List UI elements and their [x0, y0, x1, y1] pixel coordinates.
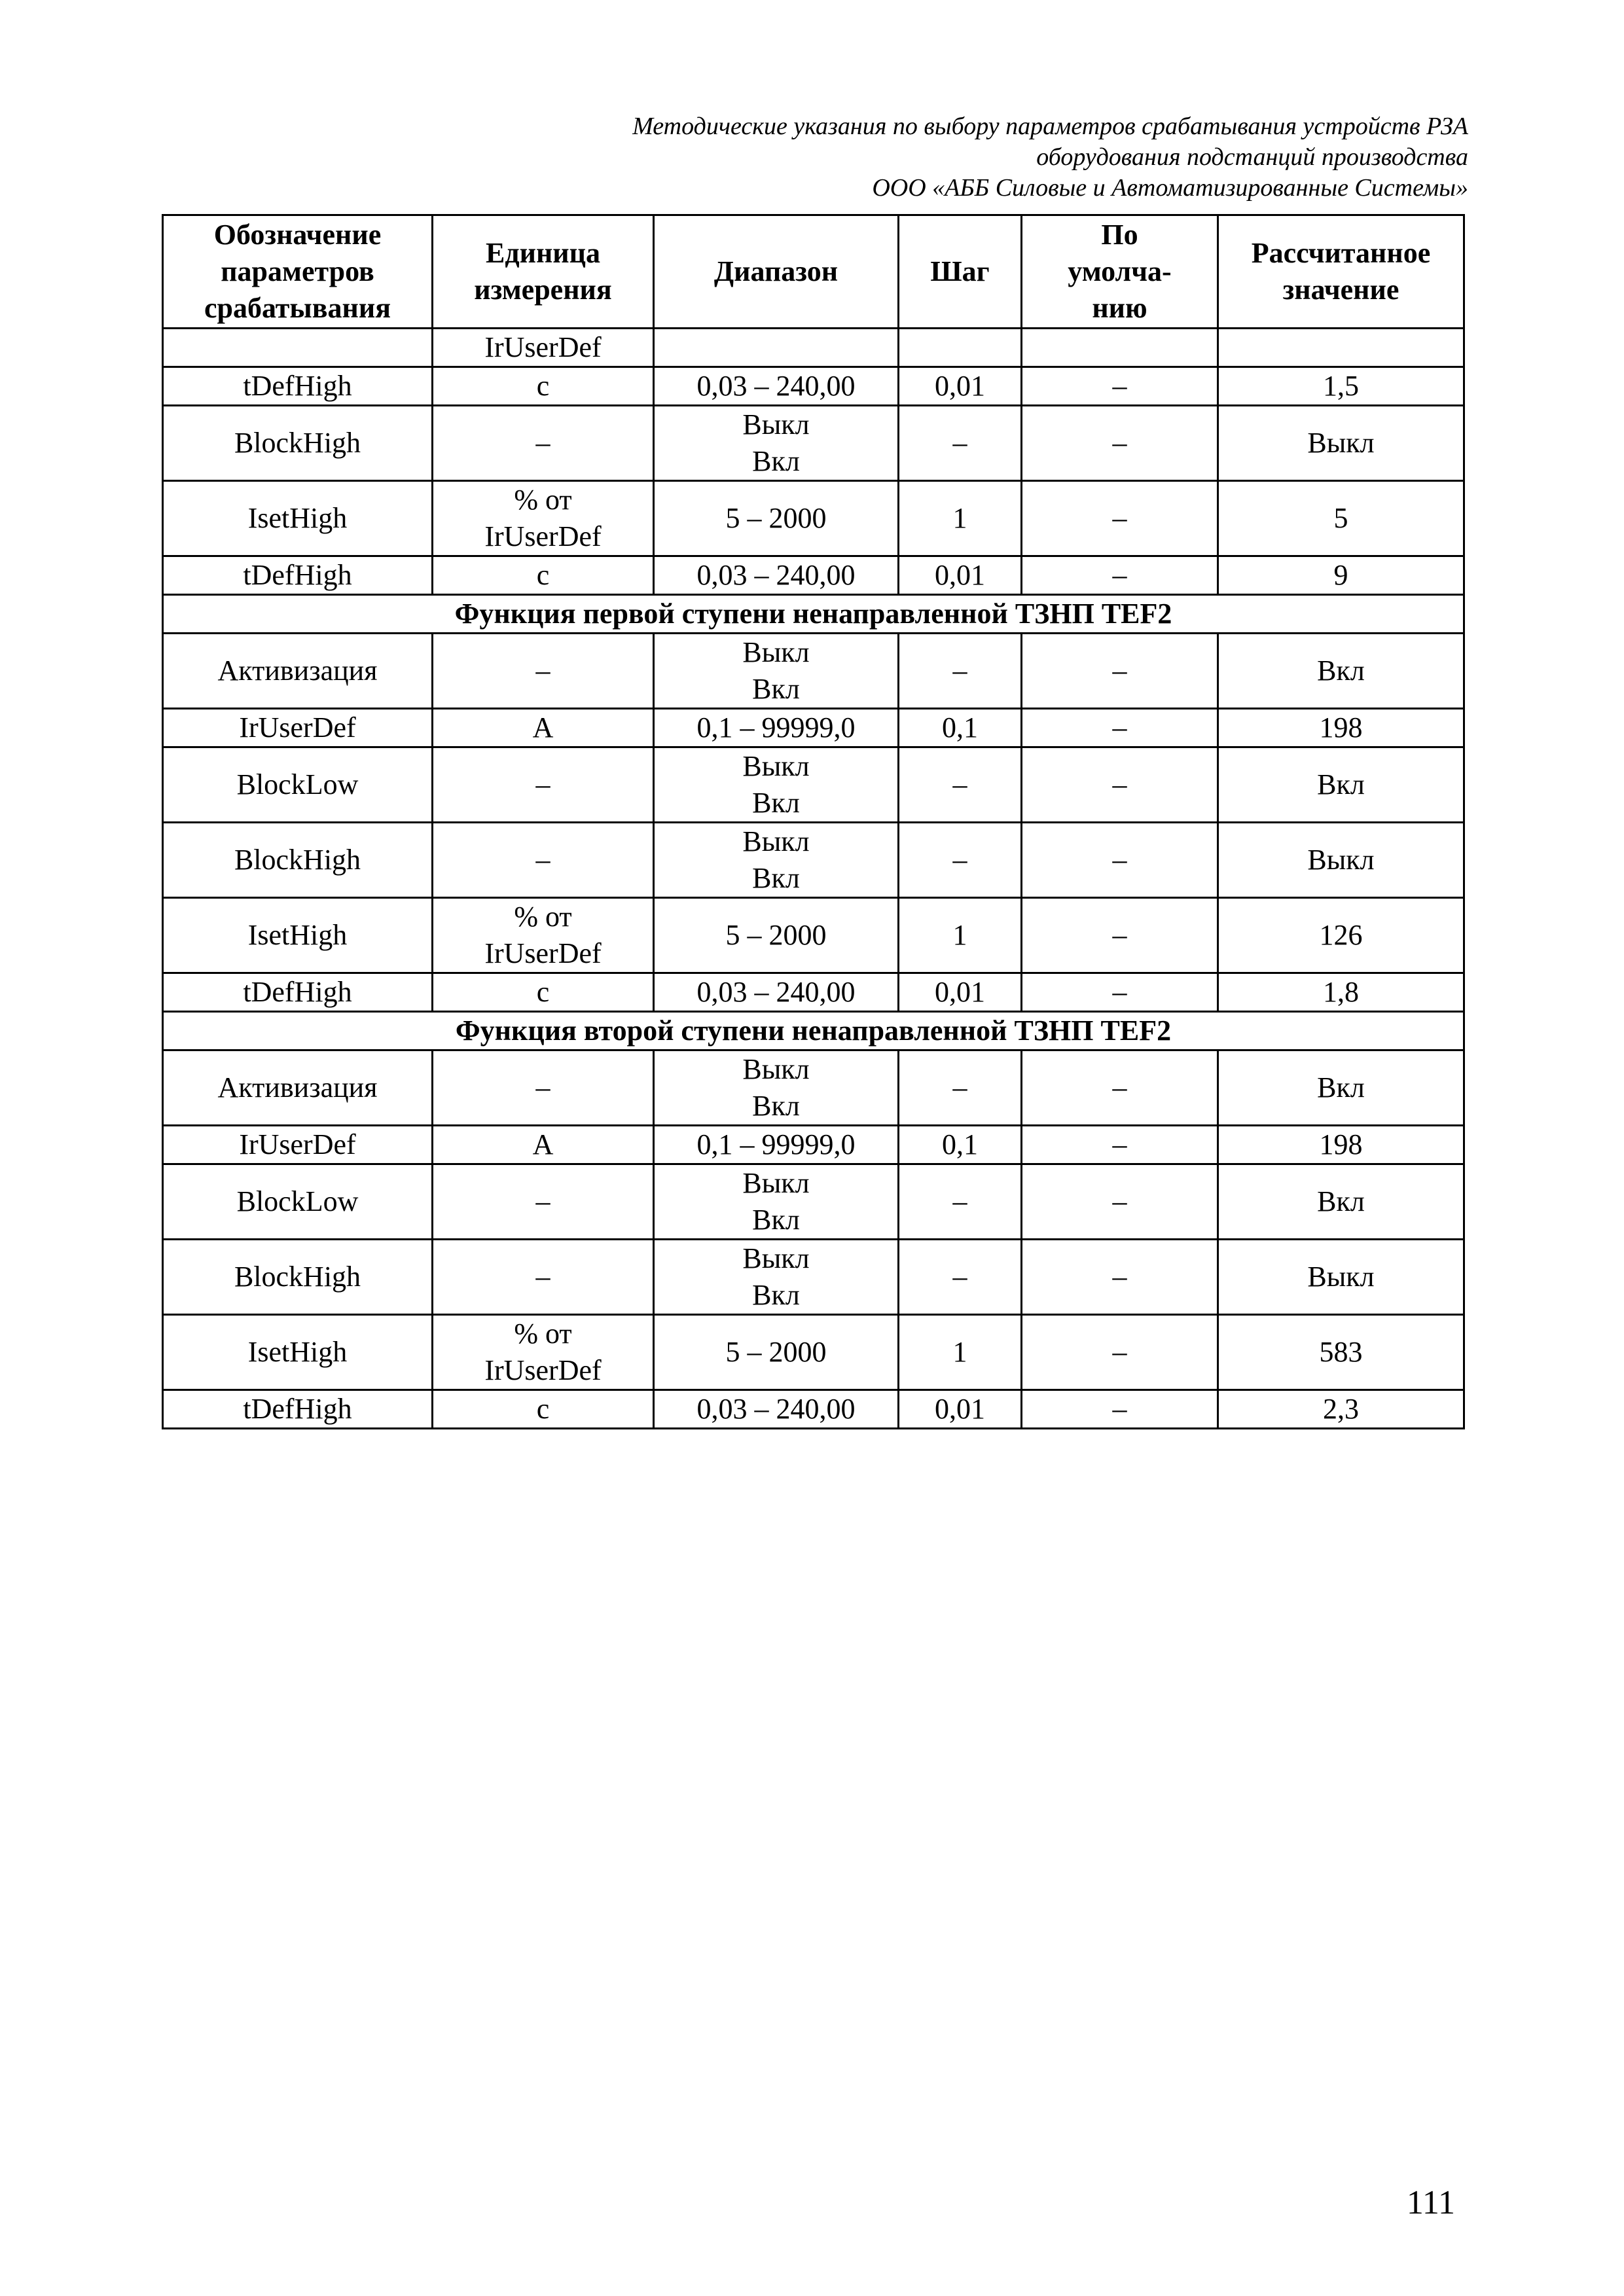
cell-line: 5 – 2000 — [725, 1336, 827, 1368]
cell-step — [899, 973, 1022, 1012]
cell-line: IsetHigh — [247, 502, 348, 534]
cell-unit — [433, 898, 654, 973]
cell-line: – — [1112, 1071, 1127, 1103]
cell-line: 0,01 — [935, 370, 985, 402]
cell-line: Активизация — [217, 655, 378, 687]
cell-line: Выкл — [742, 1167, 810, 1199]
cell-default — [1022, 406, 1218, 481]
cell-line: 9 — [1333, 559, 1348, 591]
cell-range — [654, 1315, 899, 1390]
cell-line: – — [952, 768, 967, 800]
cell-line: А — [532, 1128, 554, 1160]
cell-calculated-value — [1218, 556, 1464, 595]
cell-line: – — [1112, 1336, 1127, 1368]
cell-parameter — [163, 709, 433, 747]
table-row — [163, 747, 1464, 823]
cell-line: – — [1112, 370, 1127, 402]
cell-line: Вкл — [752, 1090, 800, 1122]
cell-line: – — [1112, 844, 1127, 876]
cell-line: – — [952, 655, 967, 687]
parameters-table — [162, 214, 1465, 1429]
cell-range — [654, 1164, 899, 1240]
cell-line: 1 — [952, 1336, 967, 1368]
table-row — [163, 556, 1464, 595]
cell-line: 0,03 – 240,00 — [696, 1393, 856, 1425]
cell-line: 1,8 — [1323, 976, 1359, 1008]
cell-line: Вкл — [752, 673, 800, 705]
cell-line: 0,03 – 240,00 — [696, 976, 856, 1008]
column-header-range — [654, 215, 899, 329]
cell-line: 198 — [1319, 711, 1363, 744]
cell-line: BlockLow — [236, 1185, 359, 1217]
cell-range — [654, 367, 899, 406]
cell-line: BlockHigh — [234, 844, 361, 876]
cell-line: параметров — [221, 255, 374, 287]
cell-calculated-value — [1218, 973, 1464, 1012]
cell-parameter — [163, 406, 433, 481]
cell-parameter — [163, 823, 433, 898]
cell-line: – — [535, 1261, 550, 1293]
cell-line: 1 — [952, 502, 967, 534]
section-row — [163, 595, 1464, 634]
table-header-row — [163, 215, 1464, 329]
cell-parameter — [163, 1315, 433, 1390]
cell-line: Вкл — [752, 787, 800, 819]
cell-line: tDefHigh — [243, 1393, 352, 1425]
cell-default — [1022, 1390, 1218, 1429]
cell-unit — [433, 1315, 654, 1390]
cell-default — [1022, 556, 1218, 595]
cell-line: А — [532, 711, 554, 744]
cell-line: с — [536, 370, 550, 402]
cell-line: с — [536, 559, 550, 591]
cell-calculated-value — [1218, 481, 1464, 556]
cell-step — [899, 634, 1022, 709]
running-header-line: ООО «АББ Силовые и Автоматизированные Системы» — [872, 174, 1468, 202]
cell-line: – — [535, 1071, 550, 1103]
cell-step — [899, 556, 1022, 595]
cell-step — [899, 1390, 1022, 1429]
cell-line: tDefHigh — [243, 559, 352, 591]
table-row — [163, 973, 1464, 1012]
cell-line: срабатывания — [204, 292, 391, 324]
cell-line: tDefHigh — [243, 976, 352, 1008]
column-header-parameter — [163, 215, 433, 329]
cell-line: Вкл — [1317, 1071, 1365, 1103]
cell-line: 0,01 — [935, 1393, 985, 1425]
cell-line: 0,03 – 240,00 — [696, 370, 856, 402]
cell-line: – — [1112, 1128, 1127, 1160]
cell-default — [1022, 747, 1218, 823]
cell-line: IrUserDef — [484, 331, 602, 363]
cell-line: По — [1101, 219, 1138, 251]
cell-line: 2,3 — [1323, 1393, 1359, 1425]
cell-line: 583 — [1319, 1336, 1363, 1368]
cell-unit — [433, 747, 654, 823]
cell-range — [654, 1126, 899, 1164]
cell-unit — [433, 1126, 654, 1164]
cell-line: % от — [514, 1318, 572, 1350]
cell-parameter — [163, 556, 433, 595]
column-header-step — [899, 215, 1022, 329]
cell-default — [1022, 367, 1218, 406]
cell-unit — [433, 634, 654, 709]
cell-line: Выкл — [1307, 427, 1375, 459]
cell-calculated-value — [1218, 1390, 1464, 1429]
cell-line: 126 — [1319, 919, 1363, 951]
cell-step — [899, 1315, 1022, 1390]
table-row — [163, 709, 1464, 747]
table-row — [163, 329, 1464, 367]
cell-line: – — [1112, 711, 1127, 744]
cell-line: IrUserDef — [239, 1128, 356, 1160]
cell-step — [899, 747, 1022, 823]
cell-line: BlockLow — [236, 768, 359, 800]
cell-calculated-value — [1218, 823, 1464, 898]
cell-unit — [433, 329, 654, 367]
cell-line: Выкл — [742, 825, 810, 857]
cell-default — [1022, 973, 1218, 1012]
cell-line: Единица — [485, 237, 600, 269]
cell-line: – — [1112, 768, 1127, 800]
cell-default — [1022, 709, 1218, 747]
cell-calculated-value — [1218, 1050, 1464, 1126]
cell-line: IrUserDef — [484, 1354, 602, 1386]
cell-line: IsetHigh — [247, 919, 348, 951]
page-number: 111 — [1406, 2184, 1455, 2221]
cell-line: с — [536, 1393, 550, 1425]
cell-line: BlockHigh — [234, 1261, 361, 1293]
cell-line: IrUserDef — [484, 520, 602, 552]
cell-line: 0,01 — [935, 976, 985, 1008]
table-row — [163, 1164, 1464, 1240]
table-row — [163, 367, 1464, 406]
cell-default — [1022, 1164, 1218, 1240]
cell-line: 0,1 – 99999,0 — [696, 1128, 856, 1160]
section-title: Функция второй ступени ненаправленной ТЗНП TEF2 — [163, 1012, 1464, 1050]
cell-line: – — [1112, 427, 1127, 459]
cell-calculated-value — [1218, 1315, 1464, 1390]
cell-default — [1022, 1240, 1218, 1315]
cell-line: – — [1112, 502, 1127, 534]
cell-line: 5 — [1333, 502, 1348, 534]
cell-unit — [433, 367, 654, 406]
cell-line: с — [536, 976, 550, 1008]
cell-unit — [433, 1240, 654, 1315]
cell-line: IrUserDef — [239, 711, 356, 744]
table-body — [163, 329, 1464, 1429]
cell-calculated-value — [1218, 1126, 1464, 1164]
cell-range — [654, 709, 899, 747]
cell-parameter — [163, 329, 433, 367]
cell-parameter — [163, 747, 433, 823]
cell-line: 0,03 – 240,00 — [696, 559, 856, 591]
cell-line: – — [952, 1185, 967, 1217]
cell-step — [899, 1050, 1022, 1126]
section-title: Функция первой ступени ненаправленной ТЗНП TEF2 — [163, 595, 1464, 634]
cell-parameter — [163, 1164, 433, 1240]
cell-parameter — [163, 481, 433, 556]
cell-line: 0,1 — [942, 1128, 978, 1160]
cell-line: 1,5 — [1323, 370, 1359, 402]
cell-line: Вкл — [752, 445, 800, 477]
cell-unit — [433, 709, 654, 747]
cell-line: – — [1112, 1261, 1127, 1293]
table-row — [163, 1126, 1464, 1164]
column-header-default — [1022, 215, 1218, 329]
cell-step — [899, 406, 1022, 481]
cell-line: Вкл — [752, 862, 800, 894]
cell-range — [654, 898, 899, 973]
cell-line: BlockHigh — [234, 427, 361, 459]
table-row — [163, 1240, 1464, 1315]
cell-line: 0,1 — [942, 711, 978, 744]
table-row — [163, 406, 1464, 481]
cell-line: – — [1112, 559, 1127, 591]
cell-line: Рассчитанное — [1251, 237, 1431, 269]
cell-unit — [433, 823, 654, 898]
cell-unit — [433, 481, 654, 556]
cell-step — [899, 329, 1022, 367]
cell-range — [654, 973, 899, 1012]
cell-calculated-value — [1218, 1240, 1464, 1315]
cell-line: Вкл — [1317, 655, 1365, 687]
running-header-line: оборудования подстанций производства — [1036, 143, 1468, 171]
cell-line: Вкл — [1317, 768, 1365, 800]
cell-line: 0,1 – 99999,0 — [696, 711, 856, 744]
cell-line: – — [535, 655, 550, 687]
cell-range — [654, 1240, 899, 1315]
cell-line: значение — [1282, 274, 1399, 306]
cell-line: 5 – 2000 — [725, 502, 827, 534]
cell-calculated-value — [1218, 406, 1464, 481]
cell-line: – — [952, 427, 967, 459]
section-row — [163, 1012, 1464, 1050]
cell-calculated-value — [1218, 367, 1464, 406]
cell-line: Активизация — [217, 1071, 378, 1103]
cell-line: 198 — [1319, 1128, 1363, 1160]
cell-line: Вкл — [1317, 1185, 1365, 1217]
cell-step — [899, 709, 1022, 747]
cell-line: Выкл — [742, 1053, 810, 1085]
cell-default — [1022, 1050, 1218, 1126]
cell-parameter — [163, 1240, 433, 1315]
cell-line: – — [1112, 1393, 1127, 1425]
cell-line: % от — [514, 484, 572, 516]
cell-line: Выкл — [742, 408, 810, 440]
cell-line: – — [1112, 919, 1127, 951]
cell-step — [899, 367, 1022, 406]
cell-line: Выкл — [742, 636, 810, 668]
cell-default — [1022, 898, 1218, 973]
cell-line: Шаг — [930, 255, 990, 287]
cell-line: измерения — [474, 274, 612, 306]
cell-unit — [433, 406, 654, 481]
cell-range — [654, 556, 899, 595]
cell-line: 5 – 2000 — [725, 919, 827, 951]
cell-line: 1 — [952, 919, 967, 951]
cell-line: Выкл — [742, 1242, 810, 1274]
cell-step — [899, 1240, 1022, 1315]
cell-line: Диапазон — [713, 255, 839, 287]
cell-parameter — [163, 973, 433, 1012]
cell-line: Вкл — [752, 1279, 800, 1311]
cell-parameter — [163, 898, 433, 973]
cell-line: Выкл — [742, 750, 810, 782]
table-row — [163, 634, 1464, 709]
cell-line: IrUserDef — [484, 937, 602, 969]
cell-calculated-value — [1218, 709, 1464, 747]
cell-step — [899, 898, 1022, 973]
cell-default — [1022, 1126, 1218, 1164]
cell-line: умолча- — [1068, 255, 1172, 287]
cell-default — [1022, 1315, 1218, 1390]
cell-range — [654, 823, 899, 898]
cell-parameter — [163, 634, 433, 709]
cell-calculated-value — [1218, 898, 1464, 973]
table-row — [163, 481, 1464, 556]
cell-unit — [433, 1164, 654, 1240]
table-row — [163, 1050, 1464, 1126]
cell-unit — [433, 1050, 654, 1126]
cell-step — [899, 823, 1022, 898]
table-row — [163, 1315, 1464, 1390]
running-header — [632, 111, 1468, 204]
cell-line: – — [535, 844, 550, 876]
cell-default — [1022, 823, 1218, 898]
cell-line: – — [1112, 976, 1127, 1008]
cell-range — [654, 481, 899, 556]
table-row — [163, 1390, 1464, 1429]
cell-calculated-value — [1218, 747, 1464, 823]
cell-parameter — [163, 1390, 433, 1429]
cell-line: % от — [514, 901, 572, 933]
cell-step — [899, 1164, 1022, 1240]
running-header-line: Методические указания по выбору параметров срабатывания устройств РЗА — [632, 113, 1468, 140]
cell-line: – — [1112, 1185, 1127, 1217]
cell-default — [1022, 481, 1218, 556]
cell-unit — [433, 556, 654, 595]
cell-line: – — [535, 1185, 550, 1217]
column-header-calculated-value — [1218, 215, 1464, 329]
cell-range — [654, 329, 899, 367]
cell-line: – — [952, 1261, 967, 1293]
cell-range — [654, 634, 899, 709]
cell-calculated-value — [1218, 634, 1464, 709]
column-header-unit — [433, 215, 654, 329]
cell-calculated-value — [1218, 1164, 1464, 1240]
cell-line: – — [535, 427, 550, 459]
cell-line: – — [535, 768, 550, 800]
cell-line: Выкл — [1307, 844, 1375, 876]
cell-calculated-value — [1218, 329, 1464, 367]
cell-range — [654, 406, 899, 481]
cell-line: Вкл — [752, 1204, 800, 1236]
cell-line: нию — [1092, 292, 1147, 324]
cell-step — [899, 481, 1022, 556]
cell-line: tDefHigh — [243, 370, 352, 402]
cell-line: – — [952, 1071, 967, 1103]
cell-range — [654, 747, 899, 823]
cell-line: – — [1112, 655, 1127, 687]
cell-parameter — [163, 1050, 433, 1126]
cell-unit — [433, 1390, 654, 1429]
table-row — [163, 823, 1464, 898]
cell-range — [654, 1050, 899, 1126]
cell-line: Выкл — [1307, 1261, 1375, 1293]
cell-default — [1022, 634, 1218, 709]
cell-parameter — [163, 1126, 433, 1164]
cell-line: IsetHigh — [247, 1336, 348, 1368]
cell-step — [899, 1126, 1022, 1164]
cell-line: Обозначение — [213, 219, 382, 251]
cell-line: – — [952, 844, 967, 876]
cell-unit — [433, 973, 654, 1012]
cell-range — [654, 1390, 899, 1429]
table-row — [163, 898, 1464, 973]
cell-parameter — [163, 367, 433, 406]
cell-default — [1022, 329, 1218, 367]
cell-line: 0,01 — [935, 559, 985, 591]
